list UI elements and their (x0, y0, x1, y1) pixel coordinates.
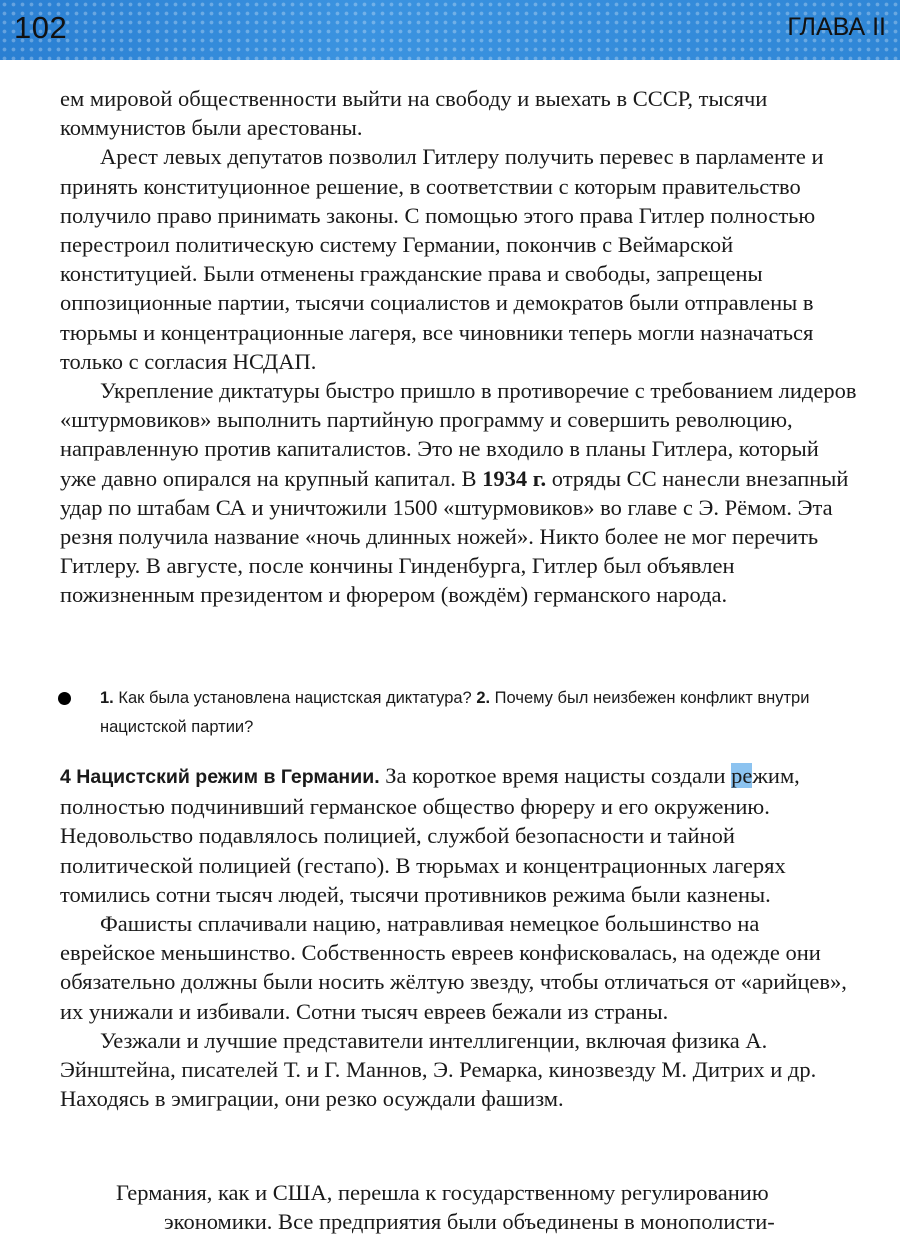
paragraph-1: ем мировой общественности выйти на свободу и выехать в СССР, тысячи коммунистов были арестованы. (60, 86, 768, 141)
section-intro: За короткое время нацисты создали (379, 763, 732, 788)
page-number: 102 (14, 10, 68, 45)
section-4-paragraph-4 (60, 1178, 860, 1236)
page-header (0, 0, 900, 60)
question-1-number: 1. (100, 689, 114, 707)
text-selection[interactable]: ре (731, 763, 753, 788)
chapter-title: ГЛАВА II (787, 13, 886, 41)
review-questions (60, 684, 860, 742)
paragraph-3-start: Укрепление диктатуры быстро пришло в противоречие с требованием лидеров «штурмовиков» выполнить партийную программу и совершить революцию, направленную против капиталистов. Это не входило в планы Гитлера, который уже давно опирался на крупный капитал. В (60, 378, 857, 491)
section-4-paragraph-2: Фашисты сплачивали нацию, натравливая немецкое большинство на еврейское меньшинство. Собственность евреев конфисковалась, на одежде они обязательно должны были носить жёлтую звезду, чтобы отличаться от «арийцев», их унижали и избивали. Сотни тысяч евреев бежали из страны. (60, 911, 847, 1024)
body-text (60, 84, 860, 610)
section-paragraph-1-rest: жим, полностью подчинивший германское общество фюреру и его окружению. Недовольство подавлялось полицией, службой безопасности и тайной политической полицией (гестапо). В тюрьмах и концентрационных лагерях томились сотни тысяч людей, тысячи противников режима были казнены. (60, 763, 800, 907)
section-4-paragraph-3: Уезжали и лучшие представители интеллигенции, включая физика А. Эйнштейна, писателей Т. и Г. Маннов, Э. Ремарка, кинозвезду М. Дитрих и др. Находясь в эмиграции, они резко осуждали фашизм. (60, 1027, 817, 1112)
questions-text (100, 684, 860, 742)
tail-line-2: экономики. Все предприятия были объединены в монополисти- (164, 1209, 775, 1235)
paragraph-3-end: отряды СС нанесли внезапный удар по штабам СА и уничтожили 1500 «штурмовиков» во главе с Э. Рёмом. Эта резня получила название «ночь длинных ножей». Никто более не мог перечить Гитлеру. В августе, после кончины Гинденбурга, Гитлер был объявлен пожизненным президентом и фюрером (вождём) германского народа. (60, 465, 849, 608)
year-1934: 1934 г. (482, 465, 547, 491)
section-4-paragraph-1 (60, 761, 860, 909)
paragraph-2: Арест левых депутатов позволил Гитлеру получить перевес в парламенте и принять конституционное решение, в соответствии с которым правительство получило право принимать законы. С помощью этого права Гитлер полностью перестроил политическую систему Германии, покончив с Веймарской конституцией. Были отменены гражданские права и свободы, запрещены оппозиционные партии, тысячи социалистов и демократов были отправлены в тюрьмы и концентрационные лагеря, все чиновники теперь могли назначаться только с согласия НСДАП. (60, 144, 824, 374)
section-heading: 4 Нацистский режим в Германии. (60, 766, 380, 788)
question-2-text: Почему был неизбежен конфликт внутри нацистской партии? (100, 689, 810, 736)
question-1-text: Как была установлена нацистская диктатура? (113, 689, 477, 707)
section-4 (60, 761, 860, 1113)
tail-line-1: Германия, как и США, перешла к государственному регулированию (116, 1180, 769, 1205)
paragraph-3 (60, 376, 860, 610)
question-2-number: 2. (476, 689, 491, 707)
